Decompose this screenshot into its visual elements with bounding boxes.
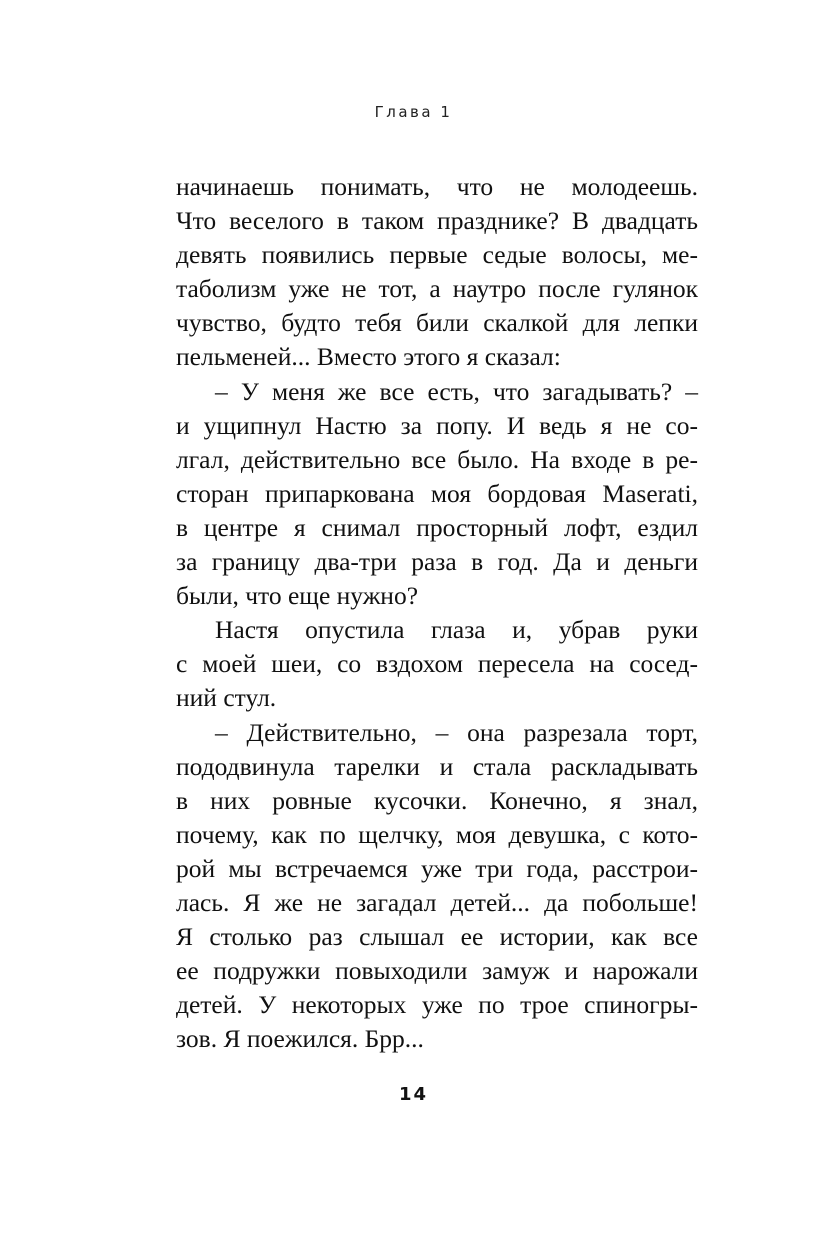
text-line: рой мы встречаемся уже три года, расстрои- (176, 853, 698, 883)
text-line: почему, как по щелчку, моя девушка, с кото- (176, 819, 698, 849)
text-line: лась. Я же не загадал детей... да побольше! (176, 887, 698, 917)
text-line: таболизм уже не тот, а наутро после гулянок (176, 274, 698, 304)
text-line: пододвинула тарелки и стала раскладывать (176, 751, 698, 781)
text-line: – У меня же все есть, что загадывать? – (215, 376, 698, 406)
text-line: Что веселого в таком празднике? В двадцать (176, 206, 698, 236)
text-line: – Действительно, – она разрезала торт, (215, 717, 698, 747)
running-head: Глава 1 (374, 103, 453, 121)
text-line: сторан припаркована моя бордовая Maserati, (176, 478, 698, 508)
text-line: Настя опустила глаза и, убрав руки (215, 615, 698, 645)
text-line: с моей шеи, со вздохом пересела на сосед- (176, 649, 698, 679)
text-line: ее подружки повыходили замуж и нарожали (176, 956, 698, 986)
text-line: в центре я снимал просторный лофт, ездил (176, 512, 698, 542)
text-line: девять появились первые седые волосы, ме- (176, 240, 698, 270)
text-line: Я столько раз слышал ее истории, как все (176, 922, 698, 952)
page-number: 14 (398, 1084, 429, 1105)
text-line: зов. Я поежился. Брр... (176, 1024, 424, 1054)
text-line: ний стул. (176, 683, 277, 713)
text-line: детей. У некоторых уже по трое спиногры- (176, 990, 698, 1020)
text-line: пельменей... Вместо этого я сказал: (176, 342, 561, 372)
text-line: чувство, будто тебя били скалкой для лепки (176, 308, 698, 338)
text-line: начинаешь понимать, что не молодеешь. (176, 172, 698, 201)
text-line: за границу два-три раза в год. Да и деньги (176, 547, 698, 577)
text-line: были, что еще нужно? (176, 581, 419, 611)
text-line: и ущипнул Настю за попу. И ведь я не со- (176, 410, 698, 440)
text-line: в них ровные кусочки. Конечно, я знал, (176, 785, 698, 815)
text-line: лгал, действительно все было. На входе в ре- (176, 444, 698, 474)
body-text (176, 170, 698, 1056)
